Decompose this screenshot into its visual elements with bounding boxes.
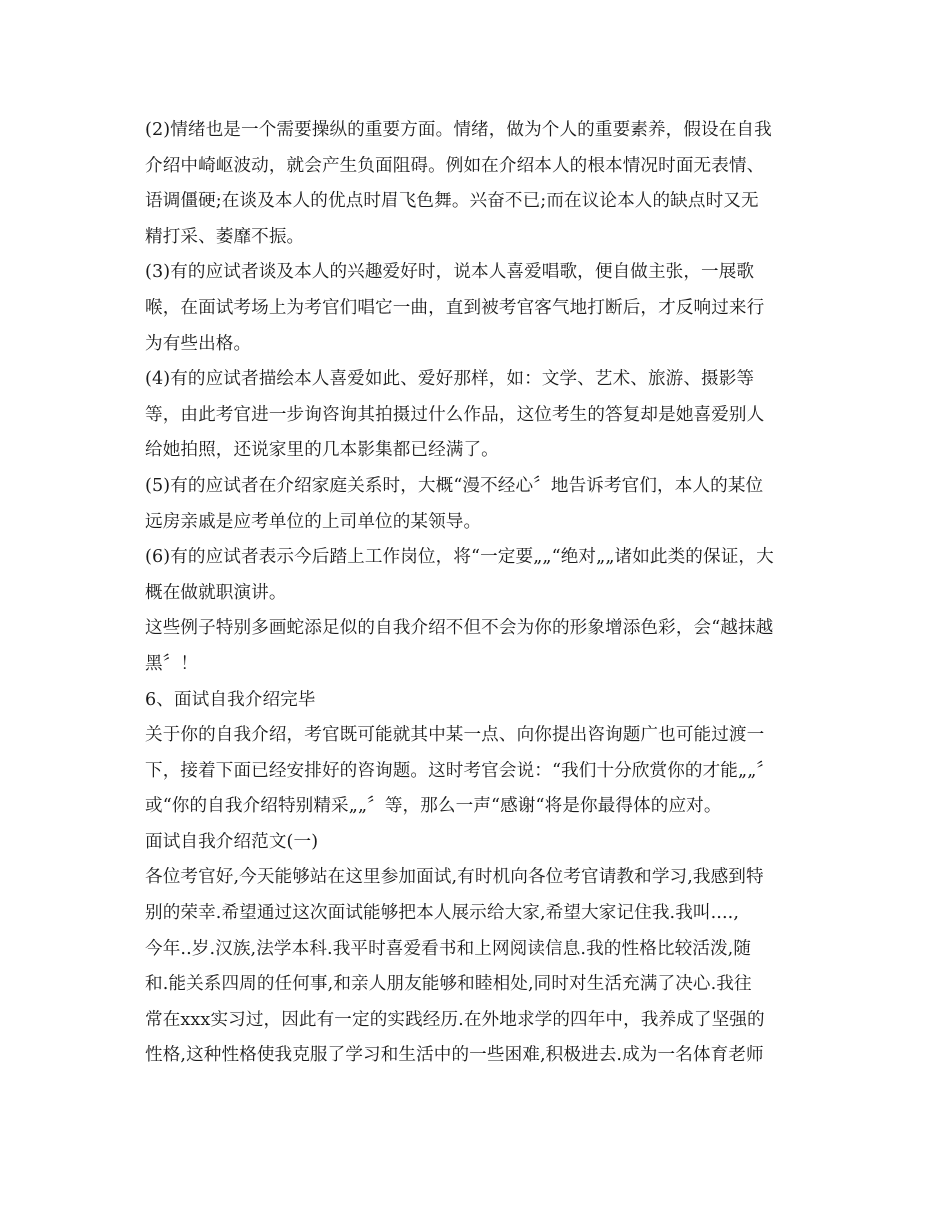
text-line: 给她拍照，还说家里的几本影集都已经满了。 — [145, 440, 499, 461]
text-line: 或“你的自我介绍特别精采„„〞等，那么一声“感谢“将是你最得体的应对。 — [145, 796, 722, 817]
text-line: 喉，在面试考场上为考官们唱它一曲，直到被考官客气地打断后，才反响过来行 — [145, 297, 765, 318]
text-line: 下，接着下面已经安排好的咨询题。这时考官会说：“我们十分欣赏你的才能„„〞 — [145, 760, 775, 781]
text-line: 这些例子特别多画蛇添足似的自我介绍不但不会为你的形象增添色彩，会“越抹越 — [145, 618, 774, 639]
text-line: 性格,这种性格使我克服了学习和生活中的一些困难,积极进去.成为一名体育老师 — [145, 1045, 764, 1066]
text-line: 黑〞！ — [145, 653, 199, 674]
text-line: (6)有的应试者表示今后踏上工作岗位，将“一定要„„“绝对„„诸如此类的保证，大 — [145, 547, 774, 568]
text-line: 介绍中崎岖波动，就会产生负面阻碍。例如在介绍本人的根本情况时面无表情、 — [145, 155, 765, 176]
text-line: 等，由此考官进一步询咨询其拍摄过什么作品，这位考生的答复却是她喜爱别人 — [145, 404, 765, 425]
document-body — [145, 113, 813, 1074]
text-line: 和.能关系四周的任何事,和亲人朋友能够和睦相处,同时对生活充满了决心.我往 — [145, 974, 752, 995]
text-line: 关于你的自我介绍，考官既可能就其中某一点、向你提出咨询题广也可能过渡一 — [145, 725, 765, 746]
text-line: 语调僵硬;在谈及本人的优点时眉飞色舞。兴奋不已;而在议论本人的缺点时又无 — [145, 191, 759, 212]
text-line: 各位考官好,今天能够站在这里参加面试,有时机向各位考官请教和学习,我感到特 — [145, 867, 764, 888]
text-line: 今年..岁.汉族,法学本科.我平时喜爱看书和上网阅读信息.我的性格比较活泼,随 — [145, 938, 752, 959]
section-heading: 6、面试自我介绍完毕 — [145, 689, 316, 710]
text-line: 远房亲戚是应考单位的上司单位的某领导。 — [145, 511, 482, 532]
text-line: 概在做就职演讲。 — [145, 582, 287, 603]
text-line: 为有些出格。 — [145, 333, 252, 354]
text-line: (5)有的应试者在介绍家庭关系时，大概“漫不经心〞地告诉考官们，本人的某位 — [145, 475, 764, 496]
text-line: (3)有的应试者谈及本人的兴趣爱好时，说本人喜爱唱歌，便自做主张，一展歌 — [145, 262, 755, 283]
text-line: 别的荣幸.希望通过这次面试能够把本人展示给大家,希望大家记住我.我叫...., — [145, 903, 740, 924]
section-heading: 面试自我介绍范文(一) — [145, 831, 319, 852]
text-line: (2)情绪也是一个需要操纵的重要方面。情绪，做为个人的重要素养，假设在自我 — [145, 120, 772, 140]
text-line: (4)有的应试者描绘本人喜爱如此、爱好那样，如：文学、艺术、旅游、摄影等 — [145, 369, 755, 390]
text-line: 常在xxx实习过，因此有一定的实践经历.在外地求学的四年中，我养成了坚强的 — [145, 1009, 765, 1030]
text-line: 精打采、萎靡不振。 — [145, 226, 305, 247]
